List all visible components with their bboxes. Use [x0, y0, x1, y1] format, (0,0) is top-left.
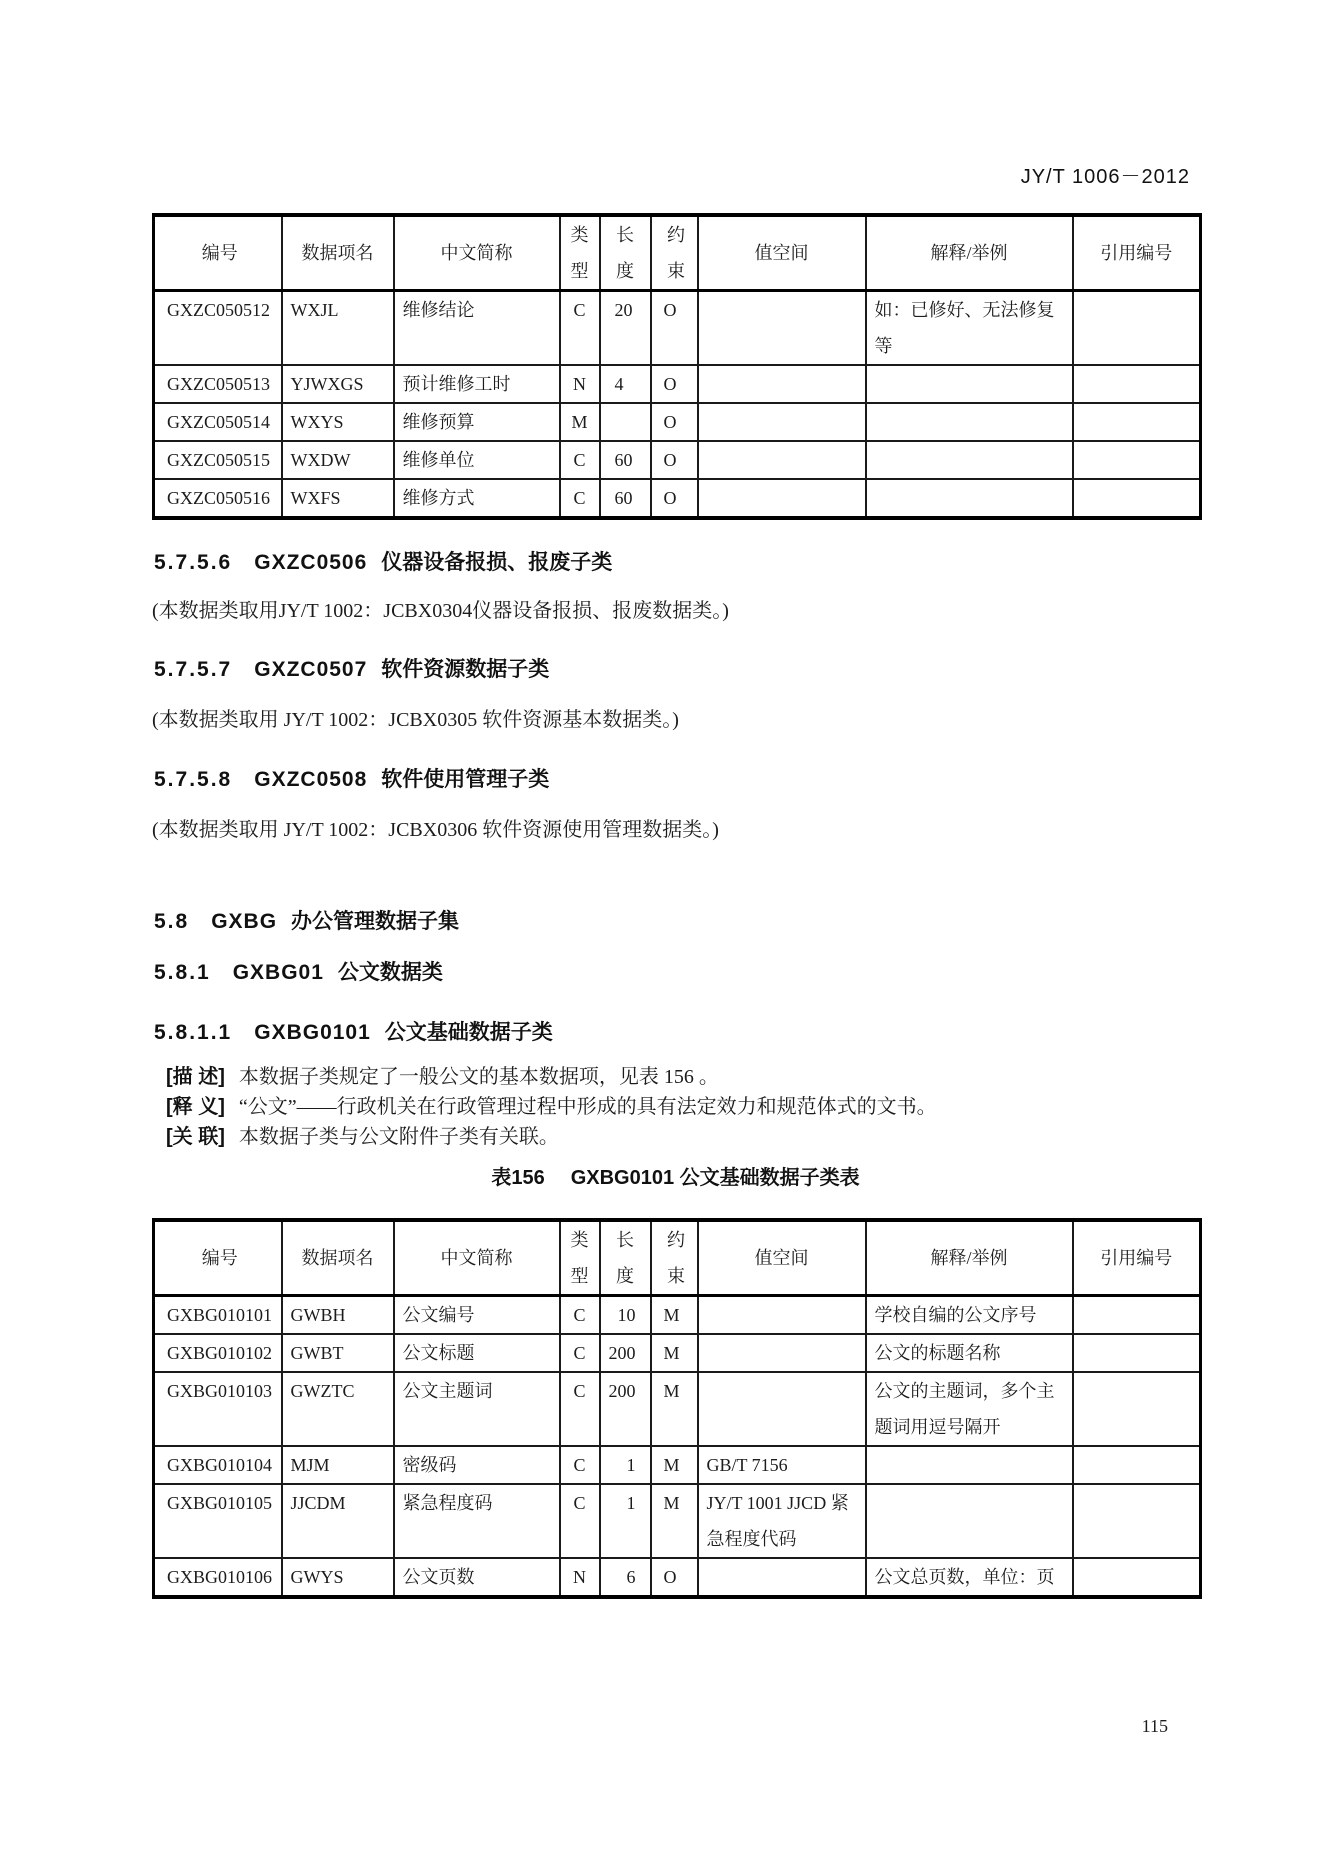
cell-note — [866, 403, 1073, 441]
column-header-note: 解释/举例 — [866, 215, 1073, 291]
table-caption-number: 表156 — [491, 1167, 545, 1189]
section-heading-5758 — [154, 763, 549, 793]
section-number: 5.8 — [154, 910, 190, 933]
table-row — [154, 291, 1201, 366]
table-row — [154, 1558, 1201, 1597]
cell-vs: JY/T 1001 JJCD 紧急程度代码 — [698, 1484, 866, 1558]
cell-type: C — [560, 1334, 600, 1372]
section-heading-5757 — [154, 653, 549, 683]
cell-vs — [698, 1334, 866, 1372]
cell-len: 4 — [600, 365, 651, 403]
cell-type: C — [560, 1484, 600, 1558]
cell-name: WXJL — [282, 291, 394, 366]
detail-block — [166, 1062, 937, 1152]
cell-cons: M — [651, 1334, 698, 1372]
table-row — [154, 479, 1201, 518]
section-title: 公文基础数据子类 — [384, 1021, 553, 1044]
cell-id: GXZC050512 — [154, 291, 282, 366]
section-paragraph: (本数据类取用JY/T 1002：JCBX0304仪器设备报损、报废数据类。) — [152, 600, 729, 622]
table-official-document — [152, 1218, 1202, 1599]
cell-ref — [1073, 1372, 1201, 1446]
cell-ref — [1073, 1296, 1201, 1335]
section-title: 软件资源数据子类 — [381, 658, 550, 681]
cell-ref — [1073, 441, 1201, 479]
cell-ref — [1073, 403, 1201, 441]
cell-type: C — [560, 291, 600, 366]
cell-cn: 维修单位 — [394, 441, 560, 479]
cell-vs — [698, 1296, 866, 1335]
section-paragraph: (本数据类取用 JY/T 1002：JCBX0305 软件资源基本数据类。) — [152, 709, 679, 731]
cell-ref — [1073, 1334, 1201, 1372]
cell-type: C — [560, 1296, 600, 1335]
section-heading-5756 — [154, 546, 612, 576]
cell-id: GXBG010106 — [154, 1558, 282, 1597]
section-title: 仪器设备报损、报废子类 — [381, 551, 613, 574]
column-header-len: 长度 — [600, 1220, 651, 1296]
section-code: GXZC0508 — [254, 768, 368, 791]
cell-ref — [1073, 291, 1201, 366]
section-title: 公文数据类 — [337, 961, 443, 984]
section-code: GXBG01 — [232, 961, 324, 984]
detail-text: “公文”——行政机关在行政管理过程中形成的具有法定效力和规范体式的文书。 — [238, 1096, 937, 1118]
cell-vs — [698, 365, 866, 403]
cell-type: C — [560, 1372, 600, 1446]
cell-name: WXYS — [282, 403, 394, 441]
section-title: 办公管理数据子集 — [291, 910, 460, 933]
detail-text: 本数据子类规定了一般公文的基本数据项，见表 156 。 — [238, 1066, 719, 1088]
cell-id: GXZC050515 — [154, 441, 282, 479]
doc-code: JY/T 1006－2012 — [1020, 166, 1190, 188]
cell-note — [866, 1446, 1073, 1484]
table-row — [154, 1372, 1201, 1446]
cell-name: MJM — [282, 1446, 394, 1484]
column-header-name: 数据项名 — [282, 1220, 394, 1296]
cell-cn: 公文页数 — [394, 1558, 560, 1597]
cell-name: GWYS — [282, 1558, 394, 1597]
cell-len — [600, 403, 651, 441]
cell-len: 10 — [600, 1296, 651, 1335]
detail-relation — [166, 1122, 937, 1152]
cell-cons: O — [651, 291, 698, 366]
cell-cn: 公文主题词 — [394, 1372, 560, 1446]
cell-name: WXDW — [282, 441, 394, 479]
cell-len: 1 — [600, 1484, 651, 1558]
cell-cons: O — [651, 441, 698, 479]
cell-note — [866, 365, 1073, 403]
cell-name: GWBT — [282, 1334, 394, 1372]
cell-type: C — [560, 1446, 600, 1484]
column-header-id: 编号 — [154, 215, 282, 291]
cell-name: JJCDM — [282, 1484, 394, 1558]
cell-vs — [698, 291, 866, 366]
cell-vs — [698, 441, 866, 479]
column-header-name: 数据项名 — [282, 215, 394, 291]
section-code: GXZC0507 — [254, 658, 368, 681]
cell-type: C — [560, 479, 600, 518]
cell-name: GWBH — [282, 1296, 394, 1335]
table-row — [154, 403, 1201, 441]
section-title: 软件使用管理子类 — [381, 768, 550, 791]
cell-cons: M — [651, 1484, 698, 1558]
cell-id: GXBG010105 — [154, 1484, 282, 1558]
cell-cn: 维修预算 — [394, 403, 560, 441]
header-row — [154, 215, 1201, 291]
cell-note — [866, 479, 1073, 518]
cell-cn: 密级码 — [394, 1446, 560, 1484]
cell-cons: M — [651, 1446, 698, 1484]
cell-len: 200 — [600, 1372, 651, 1446]
section-paragraph: (本数据类取用 JY/T 1002：JCBX0306 软件资源使用管理数据类。) — [152, 819, 719, 841]
document-page — [152, 0, 1200, 1871]
cell-id: GXBG010101 — [154, 1296, 282, 1335]
detail-definition — [166, 1092, 937, 1122]
detail-description — [166, 1062, 937, 1092]
cell-note: 如：已修好、无法修复等 — [866, 291, 1073, 366]
table-equipment-repair — [152, 213, 1202, 520]
table-row — [154, 1446, 1201, 1484]
cell-vs — [698, 1558, 866, 1597]
cell-ref — [1073, 479, 1201, 518]
cell-cons: O — [651, 479, 698, 518]
cell-len: 60 — [600, 479, 651, 518]
column-header-type: 类型 — [560, 1220, 600, 1296]
table-row — [154, 1484, 1201, 1558]
section-heading-581 — [154, 956, 443, 986]
column-header-vs: 值空间 — [698, 1220, 866, 1296]
cell-id: GXBG010102 — [154, 1334, 282, 1372]
page-number: 115 — [1141, 1716, 1168, 1736]
cell-id: GXBG010104 — [154, 1446, 282, 1484]
cell-type: N — [560, 365, 600, 403]
cell-cons: M — [651, 1296, 698, 1335]
detail-text: 本数据子类与公文附件子类有关联。 — [238, 1126, 559, 1148]
cell-cons: O — [651, 365, 698, 403]
section-heading-5811 — [154, 1016, 553, 1046]
cell-vs — [698, 1372, 866, 1446]
cell-cn: 公文编号 — [394, 1296, 560, 1335]
cell-cn: 预计维修工时 — [394, 365, 560, 403]
section-number: 5.7.5.8 — [154, 768, 233, 791]
cell-note: 公文总页数，单位：页 — [866, 1558, 1073, 1597]
detail-label: [释 义] — [166, 1096, 225, 1118]
table-caption-title: GXBG0101 公文基础数据子类表 — [570, 1167, 860, 1189]
column-header-ref: 引用编号 — [1073, 1220, 1201, 1296]
cell-id: GXBG010103 — [154, 1372, 282, 1446]
cell-len: 60 — [600, 441, 651, 479]
cell-type: M — [560, 403, 600, 441]
column-header-id: 编号 — [154, 1220, 282, 1296]
section-code: GXBG — [211, 910, 278, 933]
cell-id: GXZC050516 — [154, 479, 282, 518]
cell-cn: 维修方式 — [394, 479, 560, 518]
cell-note: 学校自编的公文序号 — [866, 1296, 1073, 1335]
cell-cons: O — [651, 403, 698, 441]
detail-label: [关 联] — [166, 1126, 225, 1148]
cell-cn: 维修结论 — [394, 291, 560, 366]
cell-vs — [698, 479, 866, 518]
cell-type: N — [560, 1558, 600, 1597]
cell-type: C — [560, 441, 600, 479]
column-header-cons: 约束 — [651, 1220, 698, 1296]
column-header-type: 类型 — [560, 215, 600, 291]
cell-ref — [1073, 1446, 1201, 1484]
table-row — [154, 441, 1201, 479]
cell-name: YJWXGS — [282, 365, 394, 403]
cell-len: 6 — [600, 1558, 651, 1597]
cell-vs — [698, 403, 866, 441]
cell-note — [866, 441, 1073, 479]
cell-cn: 紧急程度码 — [394, 1484, 560, 1558]
section-number: 5.8.1 — [154, 961, 211, 984]
column-header-cn: 中文简称 — [394, 215, 560, 291]
cell-len: 200 — [600, 1334, 651, 1372]
cell-len: 1 — [600, 1446, 651, 1484]
cell-note: 公文的标题名称 — [866, 1334, 1073, 1372]
cell-len: 20 — [600, 291, 651, 366]
detail-label: [描 述] — [166, 1066, 225, 1088]
section-code: GXZC0506 — [254, 551, 368, 574]
cell-ref — [1073, 1558, 1201, 1597]
column-header-cons: 约束 — [651, 215, 698, 291]
cell-id: GXZC050513 — [154, 365, 282, 403]
cell-ref — [1073, 1484, 1201, 1558]
section-code: GXBG0101 — [254, 1021, 371, 1044]
table-row — [154, 1334, 1201, 1372]
cell-note: 公文的主题词，多个主题词用逗号隔开 — [866, 1372, 1073, 1446]
section-heading-58 — [154, 905, 459, 935]
section-number: 5.7.5.7 — [154, 658, 233, 681]
cell-note — [866, 1484, 1073, 1558]
section-number: 5.8.1.1 — [154, 1021, 233, 1044]
column-header-cn: 中文简称 — [394, 1220, 560, 1296]
table-caption — [152, 1161, 1199, 1190]
column-header-vs: 值空间 — [698, 215, 866, 291]
cell-ref — [1073, 365, 1201, 403]
cell-cons: O — [651, 1558, 698, 1597]
column-header-note: 解释/举例 — [866, 1220, 1073, 1296]
table-row — [154, 365, 1201, 403]
column-header-len: 长度 — [600, 215, 651, 291]
cell-name: GWZTC — [282, 1372, 394, 1446]
cell-cons: M — [651, 1372, 698, 1446]
table-row — [154, 1296, 1201, 1335]
cell-name: WXFS — [282, 479, 394, 518]
cell-id: GXZC050514 — [154, 403, 282, 441]
header-row — [154, 1220, 1201, 1296]
section-number: 5.7.5.6 — [154, 551, 233, 574]
cell-cn: 公文标题 — [394, 1334, 560, 1372]
column-header-ref: 引用编号 — [1073, 215, 1201, 291]
cell-vs: GB/T 7156 — [698, 1446, 866, 1484]
